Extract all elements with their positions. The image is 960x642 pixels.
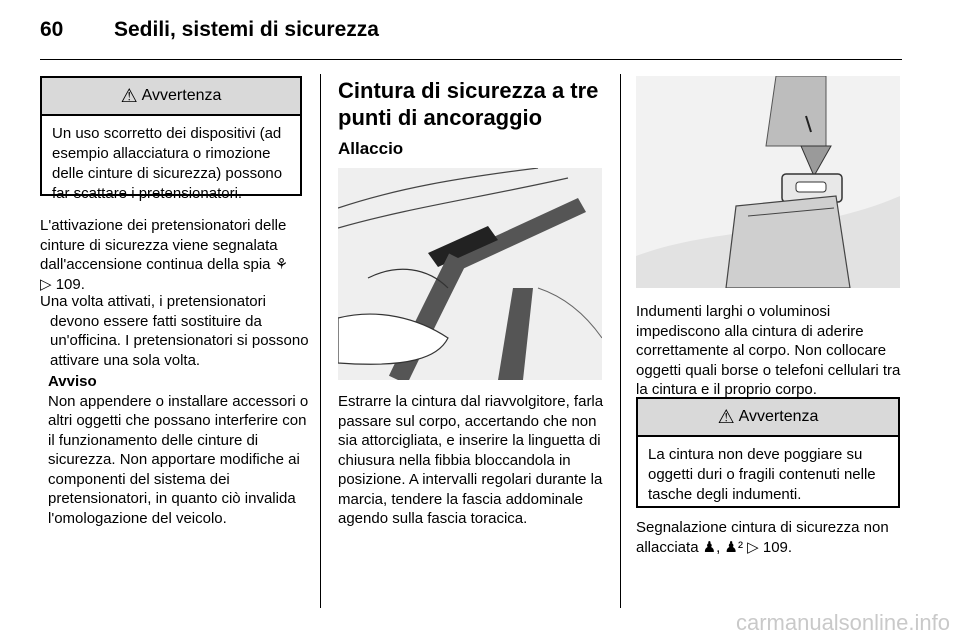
warning-box-hard-objects [636,397,900,508]
page-ref-arrow-icon: ▷ [747,538,759,556]
notice-title: Avviso [48,373,97,390]
paragraph-text: Segnalazione cintura di sicurezza non allacciata [636,519,889,556]
warning-triangle-icon: ⚠ [120,85,138,107]
section-heading: Cintura di sicurezza a tre punti di ancoraggio [338,78,599,130]
seatbelt-buckling-illustration [338,168,602,380]
airbag-warning-lamp-icon: ⚘ [274,256,289,273]
header-divider [40,59,902,60]
page-header [40,18,920,48]
buckling-instructions-paragraph: Estrarre la cintura dal riavvolgitore, farla passare sul corpo, accertando che non sia attorcigliata, e inserire la linguetta di chiusura nella fibbia bloccandola in posizione. A intervalli regolari durante la marcia, tendere la fascia addominale agendo sulla fascia toracica. [338,393,604,527]
notice-body: Non appendere o installare accessori o altri oggetti che possano interferire con il funzionamento delle cinture di sicurezza. Non apportare modifiche ai componenti del sistema dei pretensionatori, in quanto ciò invalida l'omologazione del veicolo. [48,392,309,527]
warning-title: Avvertenza [141,87,222,104]
chapter-title: Sedili, sistemi di sicurezza [114,18,379,41]
page-ref-link[interactable]: 109. [762,538,793,556]
seatbelt-warning-icon: ♟ [702,538,717,556]
buckle-drawing [636,76,900,288]
rear-seatbelt-warning-icon: ♟² [724,538,743,556]
warning-triangle-icon: ⚠ [717,406,735,428]
loose-clothing-paragraph: Indumenti larghi o voluminosi impediscono alla cintura di aderire correttamente al corpo. Non collocare oggetti quali borse o telefoni cellulari tra la cintura e il proprio corpo. [636,303,901,398]
pretensioner-replace-paragraph: Una volta attivati, i pretensionatori devono essere fatti sostituire da un'officina. I pretensionatori si possono attivare una sola volta. [40,293,309,369]
column-divider-1 [320,74,321,608]
subsection-heading: Allaccio [338,139,404,158]
warning-box-pretensioner [40,76,302,202]
page-ref-link[interactable]: 109. [55,275,85,293]
warning-title: Avvertenza [738,408,819,425]
seatbelt-tongue-buckle-illustration [636,76,900,288]
page-number: 60 [40,18,64,41]
notice-block [48,372,310,528]
warning-body: La cintura non deve poggiare su oggetti duri o fragili contenuti nelle tasche degli indumenti. [648,446,876,503]
seatbelt-buckling-drawing [338,168,602,380]
paragraph-text: L'attivazione dei pretensionatori delle cinture di sicurezza viene segnalata dall'accensione continua della spia [40,217,287,273]
warning-body: Un uso scorretto dei dispositivi (ad esempio allacciatura o rimozione delle cinture di sicurezza) possono far scattare i pretensionatori. [52,125,283,202]
warning-box-header [638,399,898,437]
column-divider-2 [620,74,621,608]
watermark: carmanualsonline.info [735,610,950,635]
warning-box-header [42,78,300,116]
page-ref-arrow-icon: ▷ [40,275,52,293]
pretensioner-activation-paragraph [40,216,308,294]
seatbelt-reminder-paragraph: Segnalazione cintura di sicurezza non allacciata ♟, ♟² ▷ 109. [636,519,889,556]
